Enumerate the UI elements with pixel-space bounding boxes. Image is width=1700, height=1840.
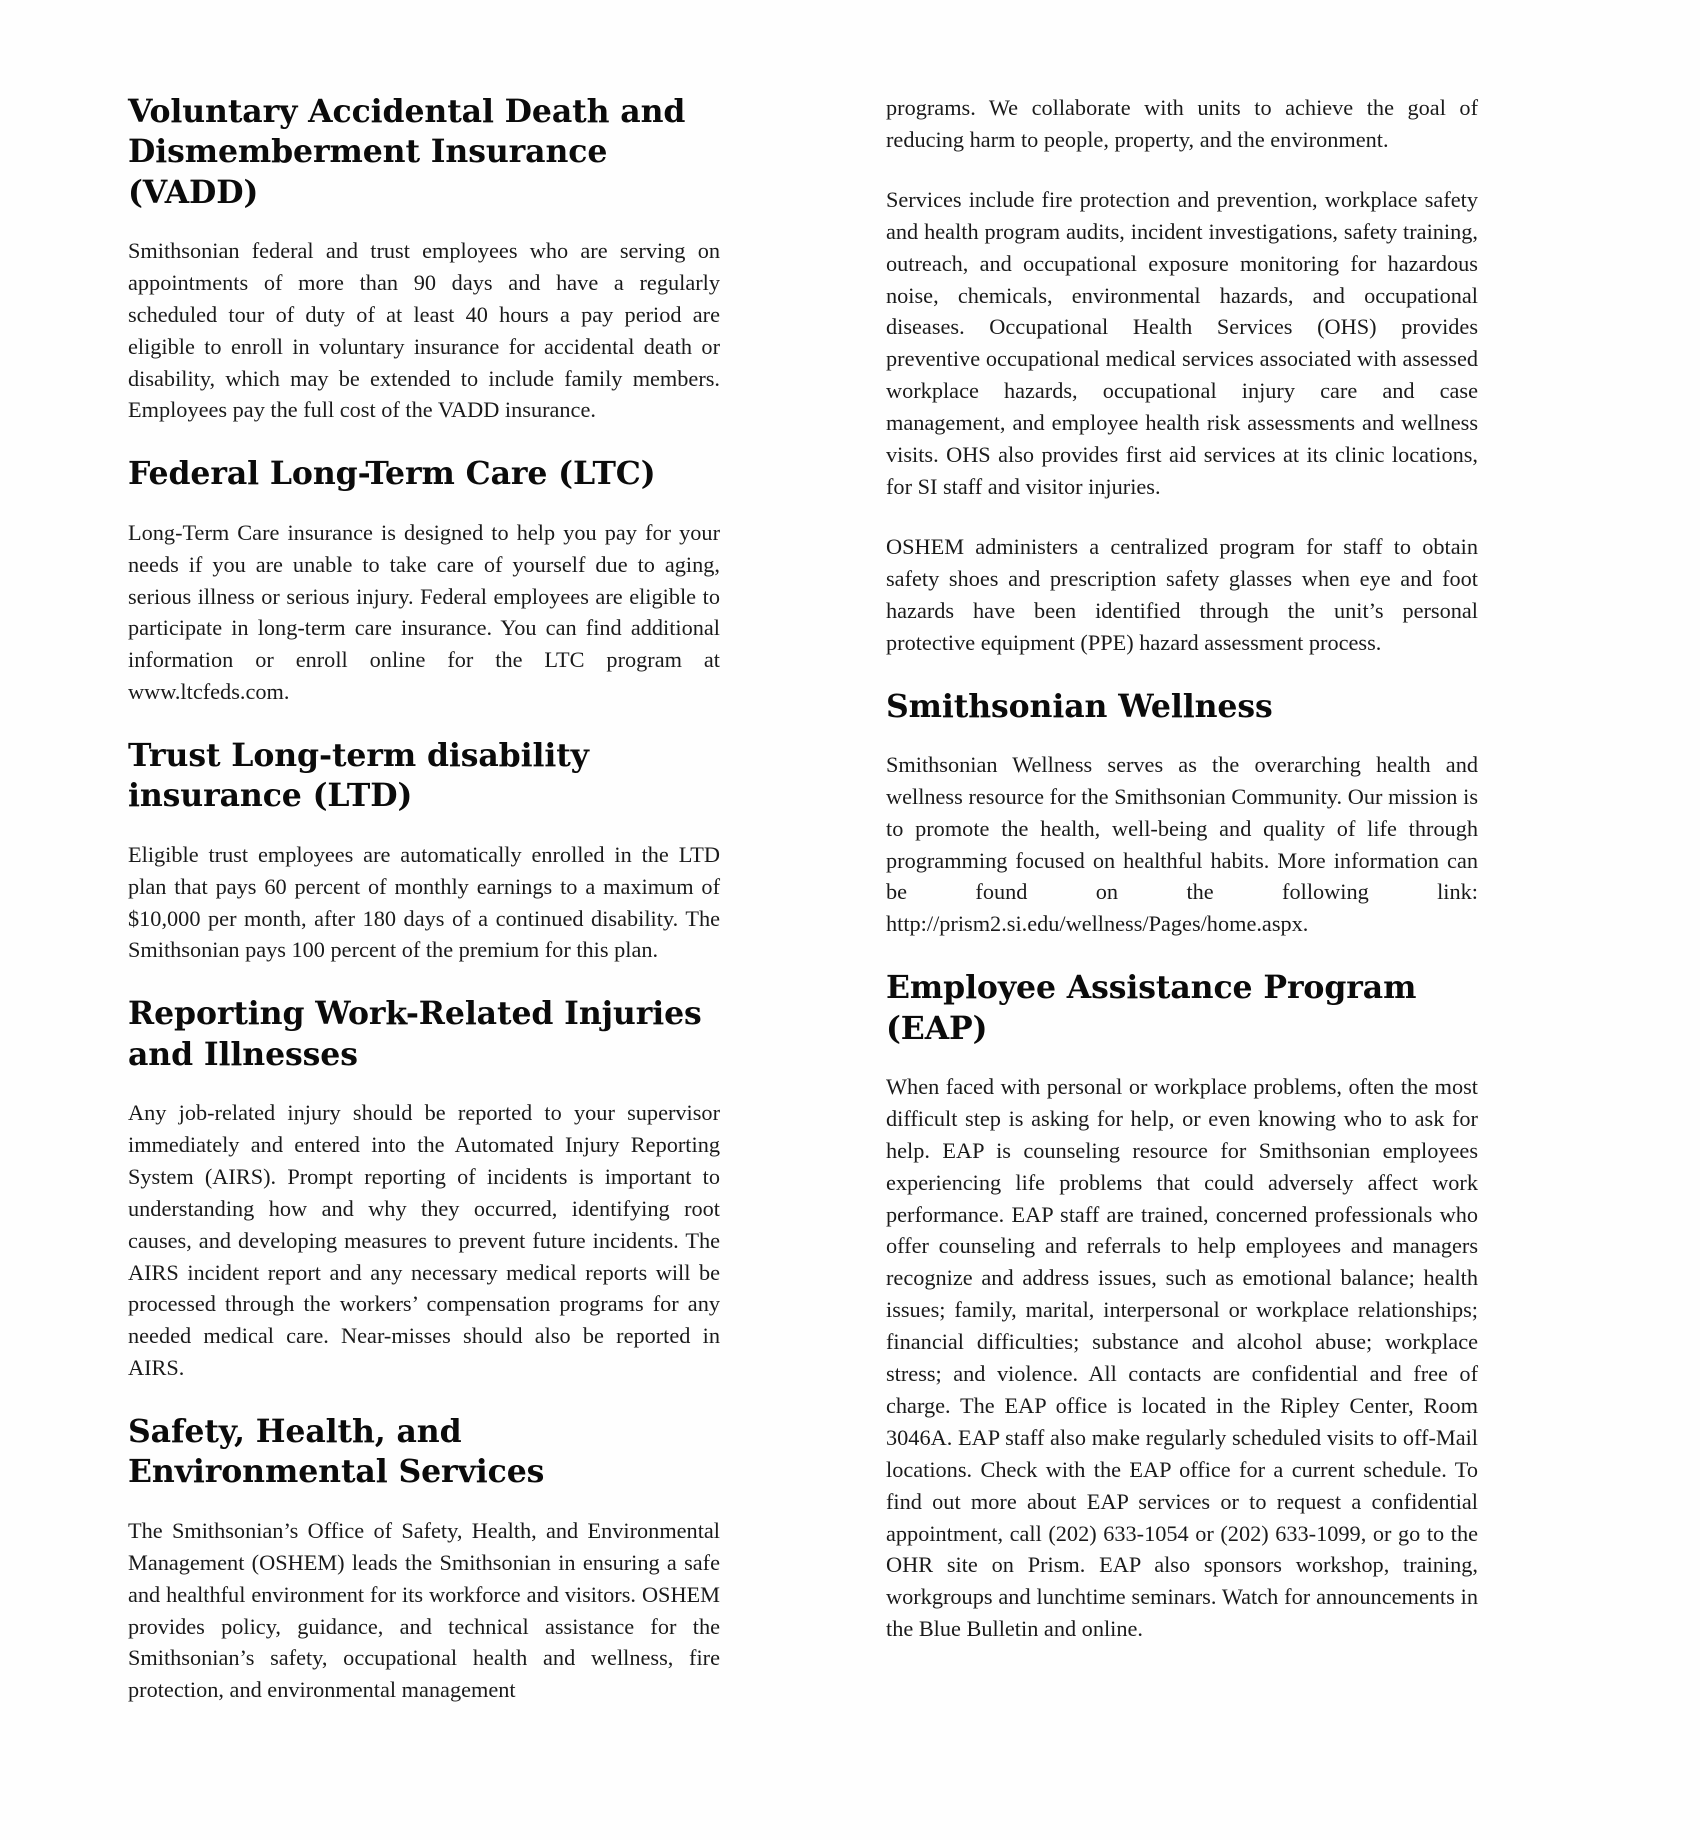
paragraph-oshem-ppe: OSHEM administers a centralized program for staff to obtain safety shoes and prescription safety glasses when eye and foot hazards have been identified through the unit’s personal protective equipment (PPE) hazard assessment process. <box>886 533 1478 655</box>
paragraph-safety-health: The Smithsonian’s Office of Safety, Health, and Environmental Management (OSHEM) leads the Smithsonian in ensuring a safe and healthful environment for its workforce and visitors. OSHEM provides policy, guidance, and technical assistance for the Smithsonian’s safety, occupational health and wellness, fire protection, and environmental management <box>128 1517 720 1703</box>
left-column <box>128 92 720 1706</box>
paragraph-safety-health-continued: programs. We collaborate with units to achieve the goal of reducing harm to people, property, and the environment. <box>886 95 1478 152</box>
right-column <box>886 92 1478 1706</box>
paragraph-services-include: Services include fire protection and prevention, workplace safety and health program audits, incident investigations, safety training, outreach, and occupational exposure monitoring for hazardous noise, chemicals, environmental hazards, and occupational diseases. Occupational Health Services (OHS) provides preventive occupational medical services associated with assessed workplace hazards, occupational injury care and case management, and employee health risk assessments and wellness visits. OHS also provides first aid services at its clinic locations, for SI staff and visitor injuries. <box>886 186 1478 499</box>
heading-safety-health: Safety, Health, and Environmental Services <box>128 1413 545 1491</box>
paragraph-eap: When faced with personal or workplace problems, often the most difficult step is asking for help, or even knowing who to ask for help. EAP is counseling resource for Smithsonian employees experiencing life problems that could adversely affect work performance. EAP staff are trained, concerned professionals who offer counseling and referrals to help employees and managers recognize and address issues, such as emotional balance; health issues; family, marital, interpersonal or workplace relationships; financial difficulties; substance and alcohol abuse; workplace stress; and violence. All contacts are confidential and free of charge. The EAP office is located in the Ripley Center, Room 3046A. EAP staff also make regularly scheduled visits to off-Mail locations. Check with the EAP office for a current schedule. To find out more about EAP services or to request a confidential appointment, call (202) 633-1054 or (202) 633-1099, or go to the OHR site on Prism. EAP also sponsors workshop, training, workgroups and lunchtime seminars. Watch for announcements in the Blue Bulletin and online. <box>886 1073 1478 1642</box>
heading-reporting-injuries: Reporting Work-Related Injuries and Illnesses <box>128 995 702 1073</box>
heading-trust-ltd: Trust Long-term disability insurance (LTD) <box>128 737 589 815</box>
heading-smithsonian-wellness: Smithsonian Wellness <box>886 687 1273 725</box>
paragraph-vadd: Smithsonian federal and trust employees who are serving on appointments of more than 90 days and have a regularly scheduled tour of duty of at least 40 hours a pay period are eligible to enroll in voluntary insurance for accidental death or disability, which may be extended to include family members. Employees pay the full cost of the VADD insurance. <box>128 237 720 423</box>
two-column-layout <box>0 92 1700 1706</box>
paragraph-smithsonian-wellness: Smithsonian Wellness serves as the overarching health and wellness resource for the Smithsonian Community. Our mission is to promote the health, well-being and quality of life through programming focused on healthful habits. More information can be found on the following link: http://prism2.si.edu/wellness/Pages/home.aspx. <box>886 751 1478 937</box>
heading-federal-ltc: Federal Long-Term Care (LTC) <box>128 455 656 493</box>
heading-vadd: Voluntary Accidental Death and Dismemberment Insurance (VADD) <box>128 93 686 211</box>
paragraph-trust-ltd: Eligible trust employees are automatically enrolled in the LTD plan that pays 60 percent of monthly earnings to a maximum of $10,000 per month, after 180 days of a continued disability. The Smithsonian pays 100 percent of the premium for this plan. <box>128 841 720 963</box>
paragraph-reporting-injuries: Any job-related injury should be reported to your supervisor immediately and entered into the Automated Injury Reporting System (AIRS). Prompt reporting of incidents is important to understanding how and why they occurred, identifying root causes, and developing measures to prevent future incidents. The AIRS incident report and any necessary medical reports will be processed through the workers’ compensation programs for any needed medical care. Near-misses should also be reported in AIRS. <box>128 1100 720 1381</box>
paragraph-federal-ltc: Long-Term Care insurance is designed to help you pay for your needs if you are unable to take care of yourself due to aging, serious illness or serious injury. Federal employees are eligible to participate in long-term care insurance. You can find additional information or enroll online for the LTC program at www.ltcfeds.com. <box>128 519 720 705</box>
heading-eap: Employee Assistance Program (EAP) <box>886 969 1417 1047</box>
